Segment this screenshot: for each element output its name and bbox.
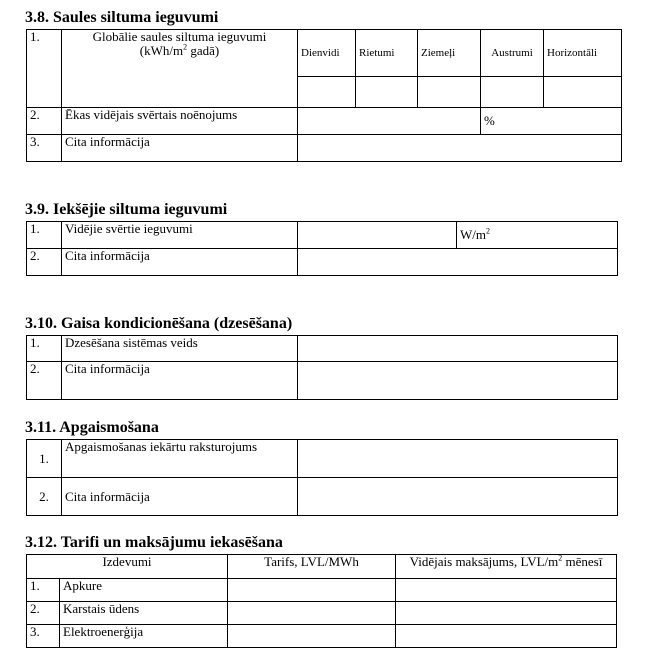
section-title-lighting: 3.11. Apgaismošana	[25, 419, 159, 436]
avg-payment-input-cell[interactable]	[396, 602, 617, 625]
row-number: 1.	[27, 440, 62, 478]
lighting-input-cell[interactable]	[298, 440, 618, 478]
other-info-label: Cita informācija	[62, 249, 298, 276]
row-number: 3.	[27, 625, 60, 648]
solar-gains-unit: ($kWh/m^2$ gadā)	[139, 42, 220, 58]
section-title-air-conditioning: 3.10. Gaisa kondicionēšana (dzesēšana)	[25, 315, 293, 332]
other-info-label: Cita informācija	[62, 135, 298, 162]
row-number: 2.	[27, 249, 62, 276]
avg-gains-input-cell[interactable]	[298, 222, 457, 249]
solar-gains-table	[26, 29, 622, 162]
row-number: 1.	[27, 30, 62, 108]
avg-payment-input-cell[interactable]	[396, 579, 617, 602]
column-header-tariff: Tarifs, LVL/MWh	[228, 555, 396, 579]
direction-header-east: Austrumi	[481, 30, 544, 77]
row-number: 1.	[27, 222, 62, 249]
tariffs-table	[26, 554, 617, 648]
expense-label-electricity: Elektroenerģija	[60, 625, 228, 648]
column-header-expenses: Izdevumi	[27, 555, 228, 579]
air-conditioning-table	[26, 335, 618, 400]
expense-label-heating: Apkure	[60, 579, 228, 602]
other-info-input-cell[interactable]	[298, 362, 618, 400]
tariff-input-cell[interactable]	[228, 625, 396, 648]
cooling-type-label: Dzesēšana sistēmas veids	[62, 336, 298, 362]
input-cell-east[interactable]	[481, 77, 544, 108]
section-title-solar-gains: 3.8. Saules siltuma ieguvumi	[25, 9, 219, 26]
tariff-input-cell[interactable]	[228, 579, 396, 602]
shading-unit: %	[481, 108, 622, 135]
cooling-type-input-cell[interactable]	[298, 336, 618, 362]
other-info-label: Cita informācija	[62, 478, 298, 516]
expense-label-hot-water: Karstais ūdens	[60, 602, 228, 625]
input-cell-north[interactable]	[418, 77, 481, 108]
avg-gains-label: Vidējie svērtie ieguvumi	[62, 222, 298, 249]
avg-payment-input-cell[interactable]	[396, 625, 617, 648]
row-number: 2.	[27, 602, 60, 625]
input-cell-horizontal[interactable]	[544, 77, 622, 108]
tariff-input-cell[interactable]	[228, 602, 396, 625]
lighting-label: Apgaismošanas iekārtu raksturojums	[62, 440, 298, 478]
input-cell-south[interactable]	[298, 77, 356, 108]
internal-gains-table	[26, 221, 618, 276]
section-title-internal-gains: 3.9. Iekšējie siltuma ieguvumi	[25, 201, 228, 218]
input-cell-west[interactable]	[356, 77, 418, 108]
shading-input-cell[interactable]	[298, 108, 481, 135]
other-info-input-cell[interactable]	[298, 135, 622, 162]
direction-header-south: Dienvidi	[298, 30, 356, 77]
direction-header-north: Ziemeļi	[418, 30, 481, 77]
direction-header-horizontal: Horizontāli	[544, 30, 622, 77]
solar-gains-label	[62, 30, 298, 108]
column-header-avg-payment: Vidējais maksājums, LVL/$m^2$ mēnesī	[396, 555, 617, 579]
row-number: 2.	[27, 362, 62, 400]
direction-header-west: Rietumi	[356, 30, 418, 77]
row-number: 2.	[27, 108, 62, 135]
row-number: 2.	[27, 478, 62, 516]
solar-gains-label-line1: Globālie saules siltuma ieguvumi	[92, 29, 267, 44]
lighting-table	[26, 439, 618, 516]
shading-label: Ēkas vidējais svērtais noēnojums	[62, 108, 298, 135]
section-title-tariffs: 3.12. Tarifi un maksājumu iekasēšana	[25, 534, 283, 551]
row-number: 1.	[27, 579, 60, 602]
other-info-input-cell[interactable]	[298, 478, 618, 516]
row-number: 1.	[27, 336, 62, 362]
other-info-label: Cita informācija	[62, 362, 298, 400]
avg-gains-unit: $W/m^2$	[457, 222, 618, 249]
other-info-input-cell[interactable]	[298, 249, 618, 276]
row-number: 3.	[27, 135, 62, 162]
